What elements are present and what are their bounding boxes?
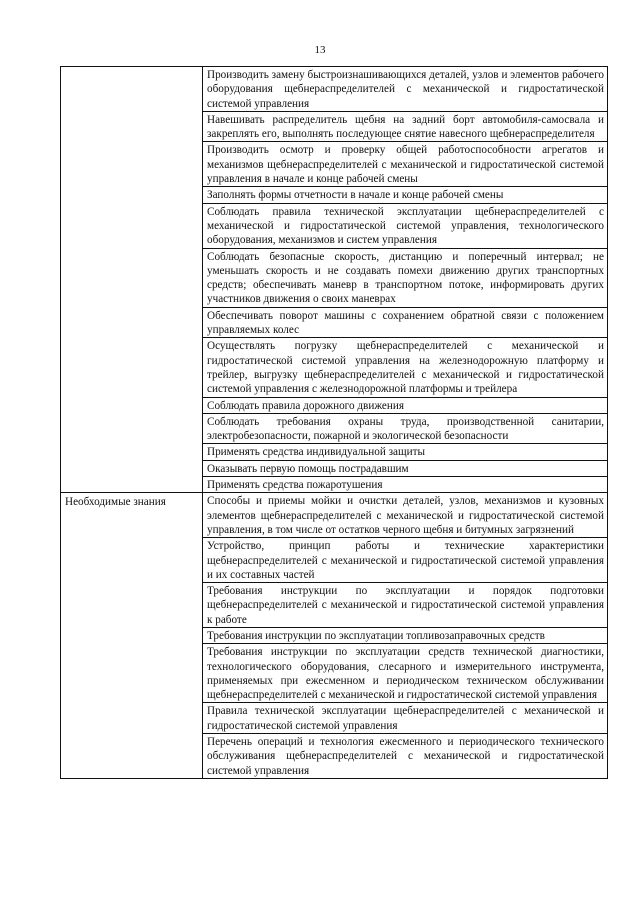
requirement-text: Навешивать распределитель щебня на задний борт автомобиля-самосвала и закреплять его, выполнять последующее снятие навесного щебнераспределителя xyxy=(203,111,608,142)
section-label xyxy=(65,68,199,69)
requirement-text: Соблюдать правила дорожного движения xyxy=(203,397,608,413)
requirement-text: Устройство, принцип работы и технические характеристики щебнераспределителей с механической и гидростатической системой управления и их составных частей xyxy=(203,538,608,583)
competency-table xyxy=(60,66,608,779)
requirement-text: Способы и приемы мойки и очистки деталей, узлов, механизмов и кузовных элементов щебнераспределителей с механической и гидростатической системой управления, в том числе от остатков черного щебня и битумных загрязнений xyxy=(203,493,608,538)
requirement-text: Соблюдать требования охраны труда, производственной санитарии, электробезопасности, пожарной и экологической безопасности xyxy=(203,413,608,444)
requirement-text: Соблюдать безопасные скорость, дистанцию и поперечный интервал; не уменьшать скорость и не создавать помехи движению других транспортных средств; обеспечивать маневр в транспортном потоке, информировать других участников движения о своих маневрах xyxy=(203,248,608,307)
requirement-text: Заполнять формы отчетности в начале и конце рабочей смены xyxy=(203,187,608,203)
section-label: Необходимые знания xyxy=(65,496,166,509)
requirement-text: Производить осмотр и проверку общей работоспособности агрегатов и механизмов щебнераспределителей с механической и гидростатической системой управления в начале и конце рабочей смены xyxy=(203,142,608,187)
requirement-text: Оказывать первую помощь пострадавшим xyxy=(203,460,608,476)
requirement-text: Обеспечивать поворот машины с сохранением обратной связи с положением управляемых колес xyxy=(203,307,608,338)
table-row xyxy=(61,493,608,538)
requirement-text: Производить замену быстроизнашивающихся деталей, узлов и элементов рабочего оборудования щебнераспределителей с механической и гидростатической системой управления xyxy=(203,67,608,112)
requirement-text: Применять средства индивидуальной защиты xyxy=(203,444,608,460)
requirement-text: Требования инструкции по эксплуатации средств технической диагностики, технологического оборудования, слесарного и измерительного инструмента, применяемых при ежесменном и периодическом техническом обслуживании щебнераспределителей с механической и гидростатической системой управления xyxy=(203,644,608,703)
requirement-text: Применять средства пожаротушения xyxy=(203,477,608,493)
section-label-cell xyxy=(61,493,203,779)
requirement-text: Требования инструкции по эксплуатации топливозаправочных средств xyxy=(203,627,608,643)
table-row xyxy=(61,67,608,112)
requirement-text: Требования инструкции по эксплуатации и порядок подготовки щебнераспределителей с механической и гидростатической системой управления к работе xyxy=(203,583,608,628)
requirement-text: Перечень операций и технология ежесменного и периодического технического обслуживания щебнераспределителей с механической и гидростатической системой управления xyxy=(203,734,608,779)
page-number: 13 xyxy=(314,44,326,56)
section-label-cell xyxy=(61,67,203,493)
requirement-text: Соблюдать правила технической эксплуатации щебнераспределителей с механической и гидростатической системой управления, технологического оборудования, механизмов и систем управления xyxy=(203,203,608,248)
requirement-text: Правила технической эксплуатации щебнераспределителей с механической и гидростатической системой управления xyxy=(203,703,608,734)
requirement-text: Осуществлять погрузку щебнераспределителей с механической и гидростатической системой управления на железнодорожную платформу и трейлер, выгрузку щебнераспределителей с механической и гидростатической системой управления с железнодорожной платформы и трейлера xyxy=(203,338,608,397)
competency-table-body xyxy=(61,67,608,779)
